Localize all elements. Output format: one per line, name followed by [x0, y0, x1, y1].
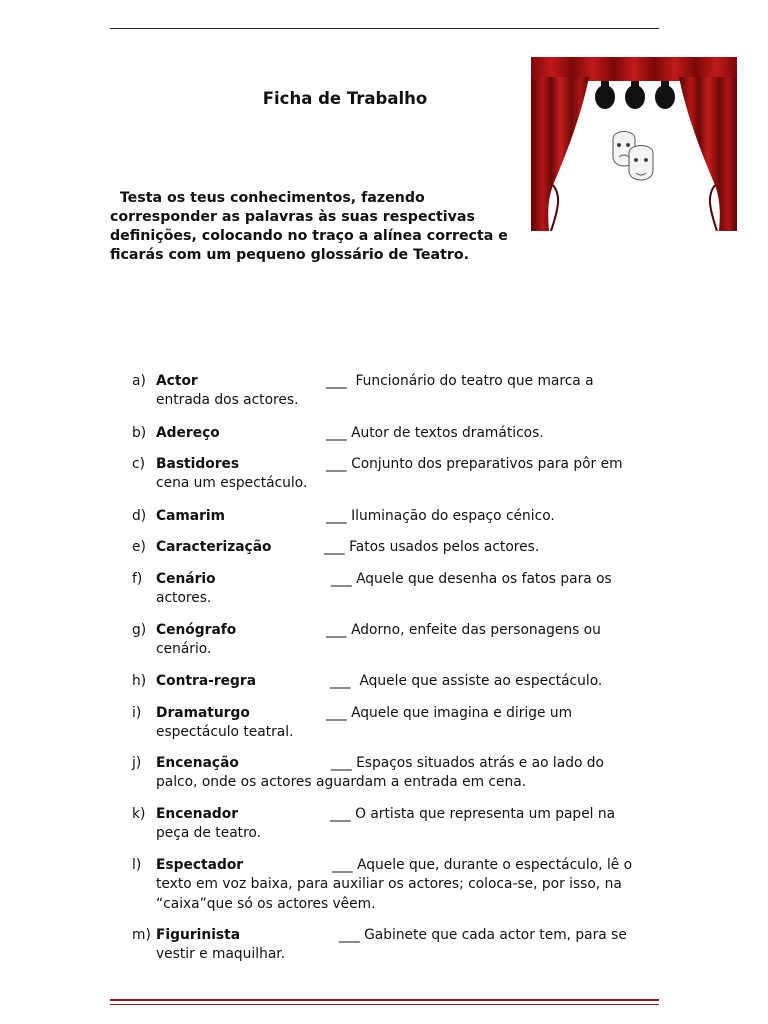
item-term: Actor	[156, 373, 198, 389]
item-letter: a)	[132, 373, 146, 389]
item-letter: c)	[132, 456, 145, 472]
item-definition: ___ Aquele que desenha os fatos para os	[331, 571, 612, 587]
item-term: Encenador	[156, 806, 239, 822]
item-definition-continued: palco, onde os actores aguardam a entrada em cena.	[156, 774, 527, 790]
item-term: Camarim	[156, 508, 226, 524]
item-definition-continued: entrada dos actores.	[156, 392, 299, 408]
item-term: Bastidores	[156, 456, 240, 472]
item-definition: ___ O artista que representa um papel na	[330, 806, 616, 822]
item-letter: b)	[132, 425, 147, 441]
item-letter: g)	[132, 622, 147, 638]
list-item	[132, 805, 652, 845]
item-letter: m)	[132, 927, 151, 943]
footer-rule	[110, 999, 659, 1001]
item-definition-continued: cenário.	[156, 641, 212, 657]
item-definition: ___ Iluminação do espaço cénico.	[326, 508, 555, 524]
item-definition-continued: espectáculo teatral.	[156, 724, 294, 740]
list-item	[132, 754, 652, 794]
item-definition-continued: peça de teatro.	[156, 825, 262, 841]
item-letter: l)	[132, 857, 142, 873]
top-rule	[110, 28, 659, 29]
instructions-line: Testa os teus conhecimentos, fazendo	[110, 190, 425, 206]
item-term: Encenação	[156, 755, 239, 771]
item-letter: e)	[132, 539, 146, 555]
instructions-line: ficarás com um pequeno glossário de Teatro.	[110, 247, 469, 263]
footer-rule	[110, 1004, 659, 1005]
page-title: Ficha de Trabalho	[262, 89, 428, 108]
item-term: Contra-regra	[156, 673, 257, 689]
item-term: Caracterização	[156, 539, 272, 555]
item-definition: ___ Conjunto dos preparativos para pôr em	[326, 456, 623, 472]
item-definition-continued: cena um espectáculo.	[156, 475, 308, 491]
item-letter: d)	[132, 508, 147, 524]
item-letter: f)	[132, 571, 143, 587]
instructions-line: corresponder as palavras às suas respectivas	[110, 209, 475, 225]
item-definition-continued: vestir e maquilhar.	[156, 946, 286, 962]
item-term: Figurinista	[156, 927, 241, 943]
list-item	[132, 455, 652, 495]
list-item	[132, 704, 652, 744]
item-definition: ___ Aquele que assiste ao espectáculo.	[330, 673, 603, 689]
item-term: Espectador	[156, 857, 244, 873]
list-item	[132, 372, 652, 412]
item-definition: ___ Funcionário do teatro que marca a	[326, 373, 594, 389]
instructions-line: definições, colocando no traço a alínea correcta e	[110, 228, 508, 244]
item-letter: i)	[132, 705, 142, 721]
list-item	[132, 926, 652, 966]
list-item	[132, 856, 652, 916]
instructions-paragraph	[110, 189, 520, 265]
theater-stage-illustration	[531, 57, 737, 231]
item-definition-continued: actores.	[156, 590, 212, 606]
item-term: Cenógrafo	[156, 622, 237, 638]
item-definition: ___ Autor de textos dramáticos.	[326, 425, 544, 441]
item-letter: k)	[132, 806, 146, 822]
item-definition-continued: “caixa”que só os actores vêem.	[156, 895, 376, 912]
item-definition: ___ Fatos usados pelos actores.	[324, 539, 540, 555]
item-term: Cenário	[156, 571, 216, 587]
item-definition-continued: texto em voz baixa, para auxiliar os actores; coloca-se, por isso, na	[156, 876, 622, 892]
item-definition: ___ Espaços situados atrás e ao lado do	[331, 755, 604, 771]
item-definition: ___ Gabinete que cada actor tem, para se	[339, 927, 627, 943]
item-definition: ___ Aquele que, durante o espectáculo, lê o	[332, 857, 633, 873]
item-letter: h)	[132, 673, 147, 689]
list-item	[132, 570, 652, 610]
spotlight-icon	[595, 81, 675, 109]
list-item	[132, 621, 652, 661]
item-term: Adereço	[156, 425, 220, 441]
item-term: Dramaturgo	[156, 705, 250, 721]
item-letter: j)	[132, 755, 142, 771]
item-definition: ___ Adorno, enfeite das personagens ou	[326, 622, 601, 638]
item-definition: ___ Aquele que imagina e dirige um	[326, 705, 573, 721]
